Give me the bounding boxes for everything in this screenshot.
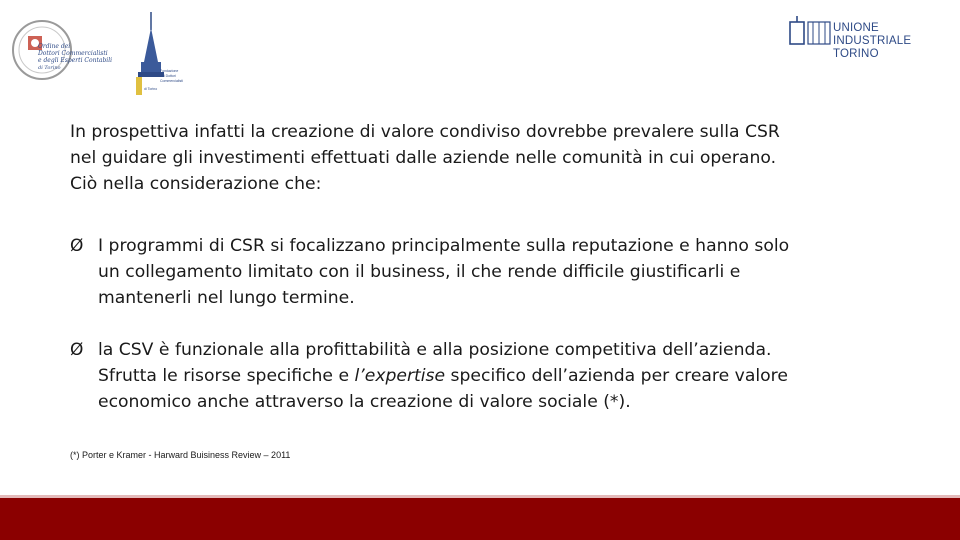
svg-text:di Torino: di Torino: [38, 65, 61, 71]
bullet-1-line-3: mantenerli nel lungo termine.: [98, 288, 355, 308]
odcec-torino-logo: [8, 10, 198, 100]
svg-text:Commercialisti: Commercialisti: [160, 79, 183, 83]
bullet-item-csv: [70, 337, 910, 415]
bullet-1-line-1: I programmi di CSR si focalizzano principalmente sulla reputazione e hanno solo: [98, 236, 790, 256]
intro-line-1: In prospettiva infatti la creazione di valore condiviso dovrebbe prevalere sulla CSR: [70, 122, 780, 142]
union-name-line-1: UNIONE INDUSTRIALE: [833, 22, 912, 47]
intro-line-3: Ciò nella considerazione che:: [70, 174, 322, 194]
bullet-2-line-2: [98, 363, 910, 389]
arrow-bullet-icon: Ø: [70, 340, 84, 360]
svg-text:di Torino: di Torino: [144, 87, 158, 91]
unione-industriale-name: [833, 22, 960, 61]
footnote: (*) Porter e Kramer - Harward Buisiness Review – 2011: [70, 450, 291, 460]
svg-text:Fondazione: Fondazione: [160, 69, 179, 73]
intro-line-2: nel guidare gli investimenti effettuati dalle aziende nelle comunità in cui operano.: [70, 148, 777, 168]
bullet-2-line-2-em: l’expertise: [354, 366, 446, 386]
bullet-2-line-1: la CSV è funzionale alla profittabilità e alla posizione competitiva dell’azienda.: [98, 340, 772, 360]
intro-paragraph: [70, 119, 910, 197]
bullet-2-line-3: economico anche attraverso la creazione di valore sociale (*).: [98, 392, 631, 412]
svg-text:dei Dottori: dei Dottori: [160, 74, 176, 78]
arrow-bullet-icon: Ø: [70, 236, 84, 256]
bottom-bar: [0, 498, 960, 540]
mole-antonelliana-logo: [136, 12, 183, 95]
svg-text:e degli Esperti Contabili: e degli Esperti Contabili: [38, 57, 113, 64]
bullet-2-line-2-post: specifico dell’azienda per creare valore: [445, 366, 788, 386]
union-name-line-2: TORINO: [833, 48, 879, 60]
svg-text:Ordine dei: Ordine dei: [38, 43, 71, 50]
bullet-1-line-2: un collegamento limitato con il business, il che rende difficile giustificarli e: [98, 262, 741, 282]
bullet-item-csr: [70, 233, 910, 311]
bullet-list: [70, 233, 910, 441]
svg-text:Dottori Commercialisti: Dottori Commercialisti: [38, 50, 108, 57]
bullet-2-line-2-pre: Sfrutta le risorse specifiche e: [98, 366, 355, 386]
